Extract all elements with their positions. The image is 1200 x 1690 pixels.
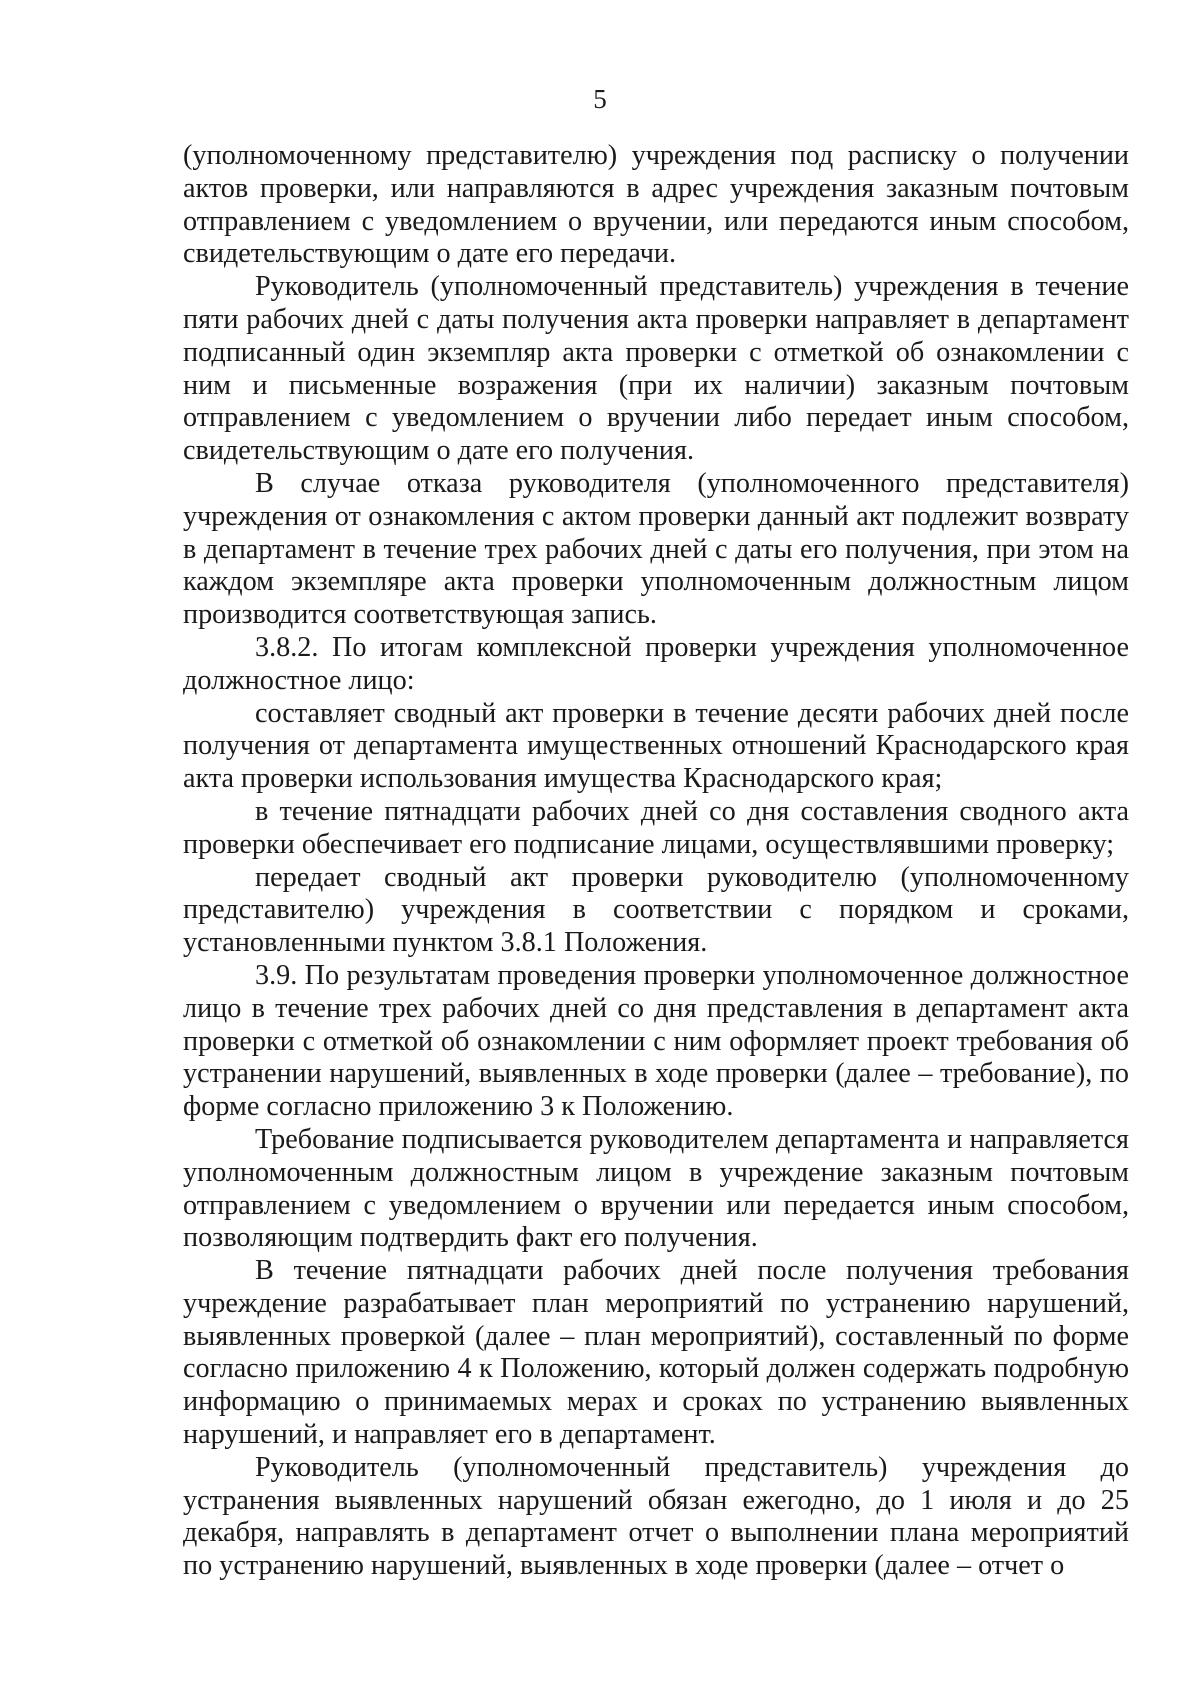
paragraph-6: в течение пятнадцати рабочих дней со дня составления сводного акта проверки обеспечивает его подписание лицами, осуществлявшими проверку;: [183, 795, 1129, 860]
paragraph-10: В течение пятнадцати рабочих дней после получения требования учреждение разрабатывает план мероприятий по устранению нарушений, выявленных проверкой (далее – план мероприятий), составленный по форме согласно приложению 4 к Положению, который должен содержать подробную информацию о принимаемых мерах и сроках по устранению выявленных нарушений, и направляет его в департамент.: [183, 1255, 1129, 1451]
document-body: [183, 140, 1129, 1583]
paragraph-8: 3.9. По результатам проведения проверки уполномоченное должностное лицо в течение трех рабочих дней со дня представления в департамент акта проверки с отметкой об ознакомлении с ним оформляет проект требования об устранении нарушений, выявленных в ходе проверки (далее – требование), по форме согласно приложению 3 к Положению.: [183, 959, 1129, 1123]
paragraph-1: (уполномоченному представителю) учреждения под расписку о получении актов проверки, или направляются в адрес учреждения заказным почтовым отправлением с уведомлением о вручении, или передаются иным способом, свидетельствующим о дате его передачи.: [183, 140, 1129, 270]
paragraph-3: В случае отказа руководителя (уполномоченного представителя) учреждения от ознакомления с актом проверки данный акт подлежит возврату в департамент в течение трех рабочих дней с даты его получения, при этом на каждом экземпляре акта проверки уполномоченным должностным лицом производится соответствующая запись.: [183, 467, 1129, 631]
paragraph-4: 3.8.2. По итогам комплексной проверки учреждения уполномоченное должностное лицо:: [183, 631, 1129, 696]
paragraph-7: передает сводный акт проверки руководителю (уполномоченному представителю) учреждения в соответствии с порядком и сроками, установленными пунктом 3.8.1 Положения.: [183, 861, 1129, 959]
paragraph-5: составляет сводный акт проверки в течение десяти рабочих дней после получения от департамента имущественных отношений Краснодарского края акта проверки использования имущества Краснодарского края;: [183, 697, 1129, 795]
paragraph-2: Руководитель (уполномоченный представитель) учреждения в течение пяти рабочих дней с даты получения акта проверки направляет в департамент подписанный один экземпляр акта проверки с отметкой об ознакомлении с ним и письменные возражения (при их наличии) заказным почтовым отправлением с уведомлением о вручении либо передает иным способом, свидетельствующим о дате его получения.: [183, 271, 1129, 467]
page-number: 5: [593, 84, 607, 114]
paragraph-11: Руководитель (уполномоченный представитель) учреждения до устранения выявленных нарушений обязан ежегодно, до 1 июля и до 25 декабря, направлять в департамент отчет о выполнении плана мероприятий по устранению нарушений, выявленных в ходе проверки (далее – отчет о: [183, 1451, 1129, 1582]
paragraph-9: Требование подписывается руководителем департамента и направляется уполномоченным должностным лицом в учреждение заказным почтовым отправлением с уведомлением о вручении или передается иным способом, позволяющим подтвердить факт его получения.: [183, 1123, 1129, 1254]
